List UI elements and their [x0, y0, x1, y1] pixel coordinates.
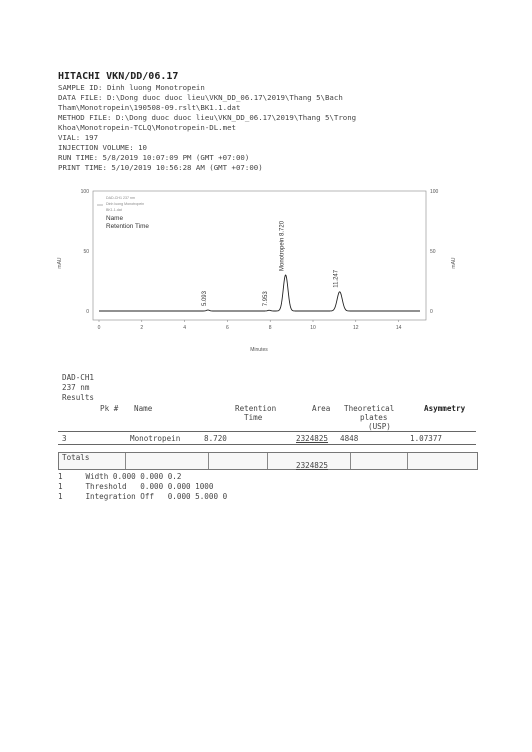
chromatogram-chart: [50, 183, 460, 363]
param-number: 1: [58, 472, 63, 481]
totals-cell-divider: [407, 453, 408, 469]
data-file: DATA FILE: D:\Dong duoc duoc lieu\VKN_DD_06.17\2019\Thang 5\Bach: [58, 93, 343, 102]
totals-label: Totals: [62, 453, 90, 462]
y-tick-label-left: 0: [86, 309, 89, 315]
x-tick-label: 0: [97, 325, 101, 331]
y-tick-label-right: 0: [430, 309, 433, 315]
method-file: METHOD FILE: D:\Dong duoc duoc lieu\VKN_DD_06.17\2019\Thang 5\Trong: [58, 113, 357, 122]
label-key-name: Name: [106, 215, 124, 222]
legend-line-2: Dinh luong Monotropein: [106, 202, 145, 206]
totals-cell-divider: [350, 453, 351, 469]
run-time: RUN TIME: 5/8/2019 10:07:09 PM (GMT +07:00): [58, 153, 250, 162]
param-text: Width 0.000 0.000 0.2: [85, 472, 182, 481]
row-divider: [58, 444, 476, 445]
injection-volume: INJECTION VOLUME: 10: [58, 143, 147, 152]
param-number: 1: [58, 482, 63, 491]
row-pk: 3: [62, 434, 67, 443]
y-tick-label-right: 100: [430, 189, 439, 195]
row-area: 2324825: [296, 434, 329, 443]
x-tick-label: 8: [268, 325, 272, 331]
x-tick-label: 12: [353, 325, 359, 331]
row-asymmetry: 1.07377: [410, 434, 443, 443]
param-line: [58, 482, 227, 492]
totals-cell-divider: [125, 453, 126, 469]
col-header-name: Name: [134, 404, 153, 413]
report-header: [58, 70, 498, 173]
sample-id: SAMPLE ID: Dinh luong Monotropein: [58, 83, 205, 92]
totals-cell-divider: [208, 453, 209, 469]
y-axis-label-left: mAU: [57, 257, 63, 269]
col-header-retention: Retention: [235, 404, 277, 413]
totals-row: [58, 452, 478, 470]
col-header-area: Area: [312, 404, 331, 413]
x-tick-label: 6: [226, 325, 229, 331]
y-tick-label-left: 50: [83, 249, 89, 255]
col-header-pk: Pk #: [100, 404, 119, 413]
param-number: 1: [58, 492, 63, 501]
legend-line-1: DAD-CH1 237 nm: [106, 196, 135, 200]
col-header-time: Time: [244, 413, 263, 422]
results-section: [62, 373, 94, 403]
integration-params: [58, 472, 227, 502]
x-tick-label: 4: [183, 325, 186, 331]
param-text: Integration Off 0.000 5.000 0: [85, 492, 228, 501]
param-line: [58, 492, 227, 502]
wavelength: 237 nm: [62, 383, 90, 392]
param-line: [58, 472, 227, 482]
peak-label: 5.093: [201, 291, 208, 307]
totals-area: 2324825: [296, 461, 329, 470]
y-tick-label-right: 50: [430, 249, 436, 255]
x-tick-label: 2: [140, 325, 144, 331]
vial: VIAL: 197: [58, 133, 99, 142]
chart-legend: [97, 196, 144, 212]
header-divider: [58, 431, 476, 432]
results-heading: Results: [62, 393, 95, 402]
peak-label: Monotropein 8.720: [279, 220, 286, 271]
x-tick-label: 14: [395, 325, 402, 331]
row-retention-time: 8.720: [204, 434, 227, 443]
col-header-theoretical: Theoretical: [344, 404, 395, 413]
peak-label: 7.953: [263, 291, 270, 307]
row-name: Monotropein: [130, 434, 181, 443]
peak-label: 11.247: [333, 269, 340, 288]
col-header-usp: (USP): [368, 422, 391, 431]
totals-cell-divider: [267, 453, 268, 469]
y-axis-label-right: mAU: [451, 257, 457, 269]
plot-frame: [93, 191, 426, 320]
x-axis-label: Minutes: [250, 347, 268, 353]
x-tick-label: 10: [310, 325, 316, 331]
y-tick-label-left: 100: [80, 189, 89, 195]
channel: DAD-CH1: [62, 373, 95, 382]
col-header-asymmetry: Asymmetry: [424, 404, 466, 413]
param-text: Threshold 0.000 0.000 1000: [85, 482, 214, 491]
col-header-plates: plates: [360, 413, 388, 422]
label-key-rt: Retention Time: [106, 223, 149, 230]
data-file-cont: Tham\Monotropein\190508-09.rslt\BK1.1.dat: [58, 103, 241, 112]
report-title: HITACHI VKN/DD/06.17: [58, 71, 179, 82]
method-file-cont: Khoa\Monotropein-TCLQ\Monotropein-DL.met: [58, 123, 236, 132]
legend-line-3: BK1.1.dat: [106, 208, 122, 212]
chromatogram-trace: [99, 275, 420, 311]
row-plates: 4848: [340, 434, 359, 443]
print-time: PRINT TIME: 5/10/2019 10:56:28 AM (GMT +07:00): [58, 163, 263, 172]
